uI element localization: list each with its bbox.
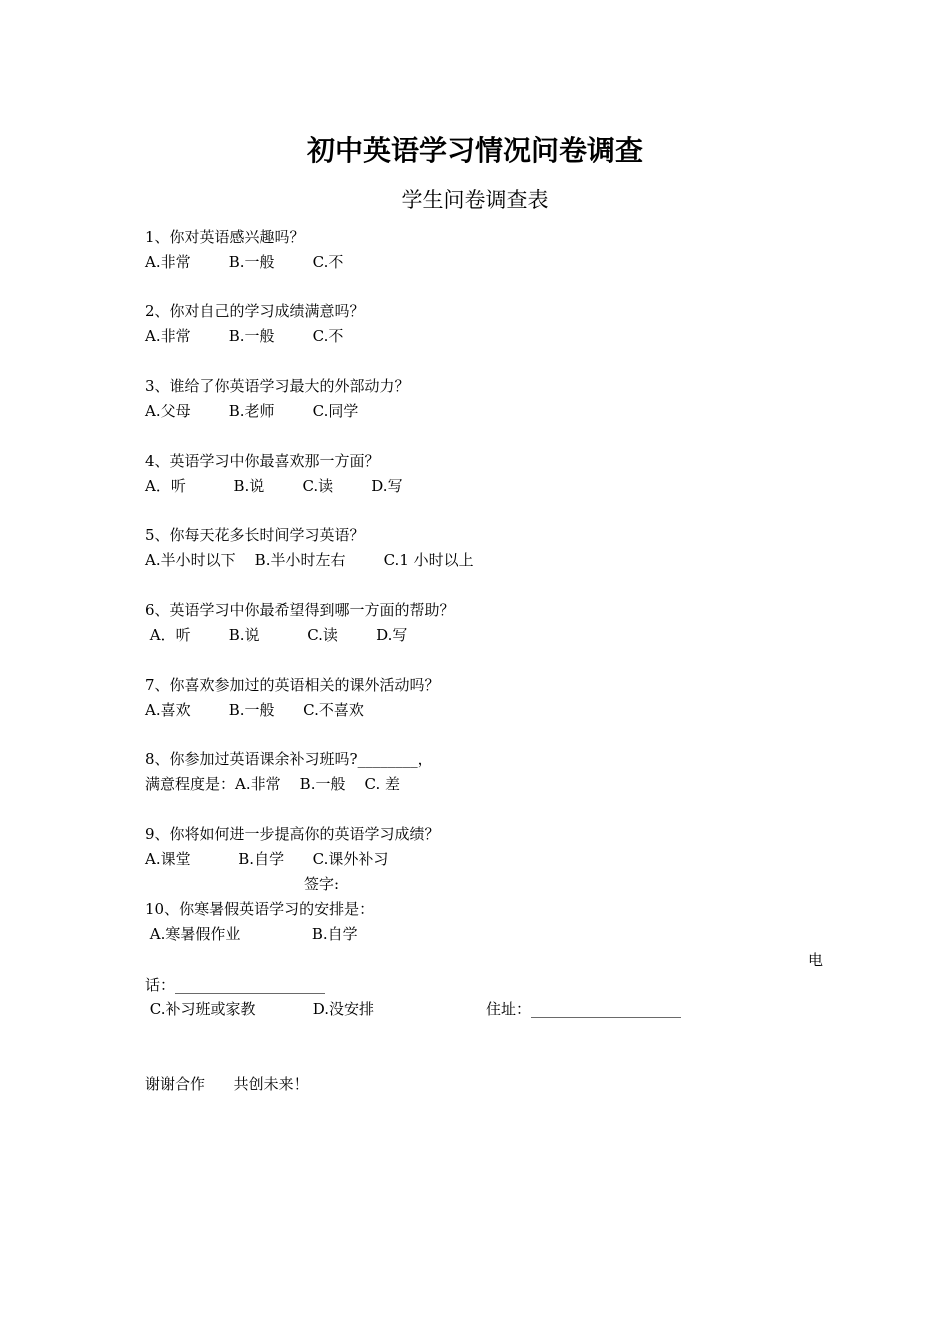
question-9-options: A.课堂 B.自学 C.课外补习 bbox=[145, 850, 389, 868]
question-5-options: A.半小时以下 B.半小时左右 C.1 小时以上 bbox=[145, 551, 474, 569]
question-10-options-ab: A.寒暑假作业 B.自学 bbox=[145, 925, 358, 943]
question-1-options: A.非常 B.一般 C.不 bbox=[145, 253, 344, 271]
page-title: 初中英语学习情况问卷调查 bbox=[306, 134, 643, 167]
question-5: 5、你每天花多长时间学习英语？ bbox=[145, 526, 365, 544]
question-2-options: A.非常 B.一般 C.不 bbox=[145, 327, 344, 345]
question-4: 4、英语学习中你最喜欢那一方面？ bbox=[145, 452, 380, 470]
phone-label-char: 电 bbox=[808, 951, 824, 969]
closing-text: 谢谢合作 共创未来！ bbox=[145, 1075, 309, 1093]
question-3-options: A.父母 B.老师 C.同学 bbox=[145, 402, 359, 420]
question-10-options-cd: C.补习班或家教 D.没安排 bbox=[145, 1000, 374, 1018]
question-10: 10、你寒暑假英语学习的安排是： bbox=[145, 900, 375, 918]
question-7: 7、你喜欢参加过的英语相关的课外活动吗？ bbox=[145, 676, 440, 694]
address-field: 住址：____________________ bbox=[486, 1000, 682, 1018]
question-9: 9、你将如何进一步提高你的英语学习成绩？ bbox=[145, 825, 440, 843]
phone-field: 话：____________________ bbox=[145, 976, 326, 994]
question-7-options: A.喜欢 B.一般 C.不喜欢 bbox=[145, 701, 364, 719]
page-subtitle: 学生问卷调查表 bbox=[401, 188, 549, 212]
question-8-options: 满意程度是：A.非常 B.一般 C. 差 bbox=[145, 775, 401, 793]
question-4-options: A．听 B.说 C.读 D.写 bbox=[145, 477, 403, 495]
signature-label: 签字: bbox=[304, 875, 340, 893]
question-6: 6、英语学习中你最希望得到哪一方面的帮助？ bbox=[145, 601, 455, 619]
question-2: 2、你对自己的学习成绩满意吗？ bbox=[145, 302, 365, 320]
question-1: 1、你对英语感兴趣吗？ bbox=[145, 228, 305, 246]
question-3: 3、谁给了你英语学习最大的外部动力？ bbox=[145, 377, 410, 395]
question-8: 8、你参加过英语课余补习班吗?________， bbox=[145, 750, 433, 768]
question-6-options: A．听 B.说 C.读 D.写 bbox=[145, 626, 408, 644]
